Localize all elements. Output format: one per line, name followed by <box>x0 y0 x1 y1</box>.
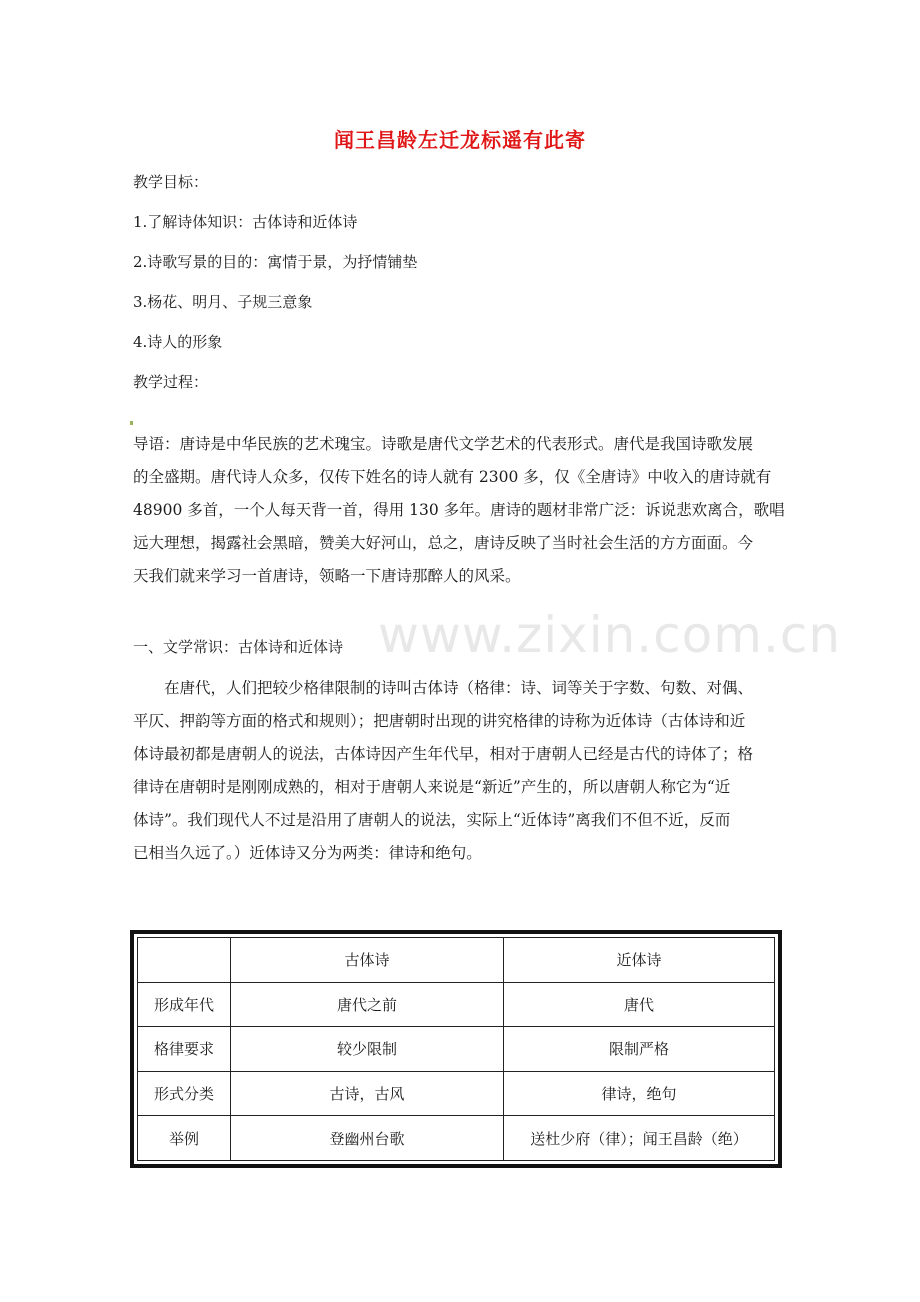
section1-line: 体诗”。我们现代人不过是沿用了唐朝人的说法，实际上“近体诗”离我们不但不近，反而 <box>133 811 731 829</box>
goal-item: 2.诗歌写景的目的：寓情于景，为抒情铺垫 <box>133 253 418 271</box>
section1-line: 在唐代，人们把较少格律限制的诗叫古体诗（格律：诗、词等关于字数、句数、对偶、 <box>164 679 754 697</box>
intro-paragraph <box>133 428 793 593</box>
table-row <box>138 982 775 1027</box>
table-header-cell: 近体诗 <box>504 938 775 983</box>
watermark: www.zixin.com.cn <box>378 606 842 664</box>
intro-line: 的全盛期。唐代诗人众多，仅传下姓名的诗人就有 2300 多，仅《全唐诗》中收入的唐诗就有 <box>133 468 772 486</box>
table-cell: 送杜少府（律）；闻王昌龄（绝） <box>504 1116 775 1161</box>
table-header-cell <box>138 938 231 983</box>
section-heading: 一、文学常识：古体诗和近体诗 <box>133 638 344 656</box>
table-cell: 限制严格 <box>504 1027 775 1072</box>
process-label: 教学过程： <box>133 373 209 391</box>
comparison-table <box>130 930 782 1168</box>
table-cell: 律诗，绝句 <box>504 1071 775 1116</box>
goal-item: 4.诗人的形象 <box>133 333 223 351</box>
intro-line: 48900 多首，一个人每天背一首，得用 130 多年。唐诗的题材非常广泛：诉说悲欢离合，歌唱 <box>133 501 785 519</box>
table-cell: 较少限制 <box>231 1027 504 1072</box>
table-row-label: 形成年代 <box>138 982 231 1027</box>
table-row <box>138 1027 775 1072</box>
section1-line: 律诗在唐朝时是刚刚成熟的，相对于唐朝人来说是“新近”产生的，所以唐朝人称它为“近 <box>133 778 731 796</box>
intro-line: 导语：唐诗是中华民族的艺术瑰宝。诗歌是唐代文学艺术的代表形式。唐代是我国诗歌发展 <box>133 435 754 453</box>
table-cell: 古诗，古风 <box>231 1071 504 1116</box>
table-row-label: 举例 <box>138 1116 231 1161</box>
intro-line: 天我们就来学习一首唐诗，领略一下唐诗那醉人的风采。 <box>133 567 521 585</box>
table-header-row <box>138 938 775 983</box>
goal-item: 1.了解诗体知识：古体诗和近体诗 <box>133 213 358 231</box>
table-row <box>138 1071 775 1116</box>
section1-line: 平仄、押韵等方面的格式和规则）；把唐朝时出现的讲究格律的诗称为近体诗（古体诗和近 <box>133 712 746 730</box>
intro-line: 远大理想，揭露社会黑暗，赞美大好河山，总之，唐诗反映了当时社会生活的方方面面。今 <box>133 534 754 552</box>
table-row <box>138 1116 775 1161</box>
table-header-cell: 古体诗 <box>231 938 504 983</box>
goals-label: 教学目标： <box>133 173 209 191</box>
section1-paragraph <box>133 672 793 870</box>
goal-item: 3.杨花、明月、子规三意象 <box>133 293 313 311</box>
table-cell: 登幽州台歌 <box>231 1116 504 1161</box>
section1-line: 体诗最初都是唐朝人的说法，古体诗因产生年代早，相对于唐朝人已经是古代的诗体了；格 <box>133 745 754 763</box>
bullet-mark <box>130 421 133 425</box>
section1-line: 已相当久远了。）近体诗又分为两类：律诗和绝句。 <box>133 844 482 862</box>
table-cell: 唐代 <box>504 982 775 1027</box>
table-row-label: 形式分类 <box>138 1071 231 1116</box>
document-title: 闻王昌龄左迁龙标遥有此寄 <box>334 128 586 152</box>
table-cell: 唐代之前 <box>231 982 504 1027</box>
table-row-label: 格律要求 <box>138 1027 231 1072</box>
